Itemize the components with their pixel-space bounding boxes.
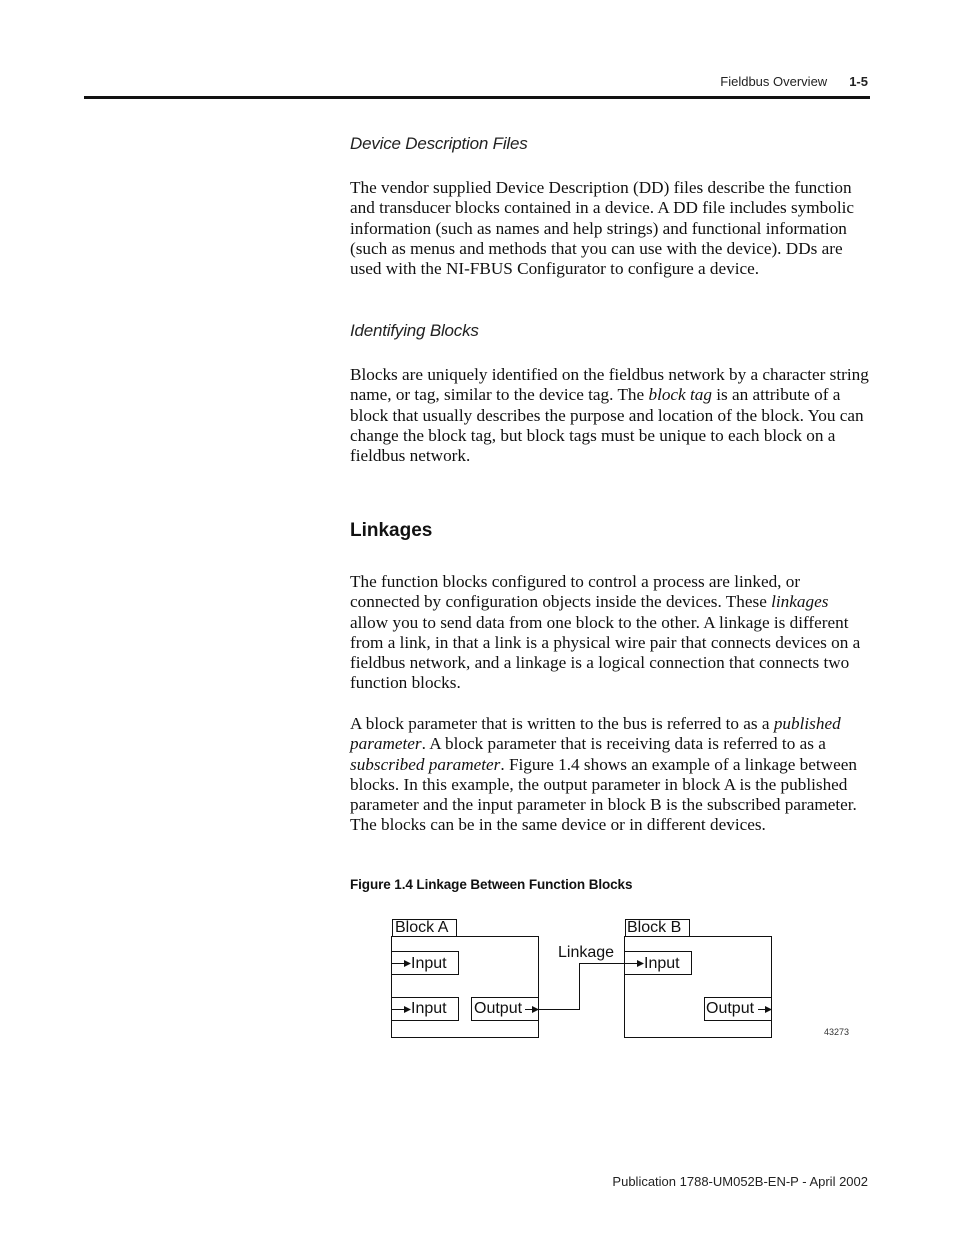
linkage-label: Linkage <box>558 944 615 961</box>
linkages-para-2: A block parameter that is written to the bus is referred to as a published parameter. A block parameter that is receiving data is referred to as a subscribed parameter. Figure 1.4 shows an example of a linkage between blocks. In this example, the output parameter in block A is the published parameter and the input parameter in block B is the subscribed parameter. The blocks can be in the same device or in different devices. <box>350 714 857 835</box>
linkages-section <box>350 520 870 542</box>
linkages-heading: Linkages <box>350 520 433 541</box>
linkages-para-2-block <box>350 714 870 836</box>
figure-caption: Figure 1.4 Linkage Between Function Blocks <box>350 877 633 892</box>
publication-footer: Publication 1788-UM052B-EN-P - April 2002 <box>612 1174 868 1189</box>
arrow-icon <box>532 1006 539 1013</box>
block-b-output-label: Output <box>706 1000 755 1017</box>
term-published-parameter: published parameter <box>350 714 841 754</box>
running-header <box>720 74 868 89</box>
term-block-tag: block tag <box>648 385 712 405</box>
identifying-blocks-section <box>350 321 870 341</box>
page-number: 1-5 <box>849 74 868 89</box>
block-a-input-1-label: Input <box>411 955 447 972</box>
arrow-icon <box>637 960 644 967</box>
linkage-diagram <box>388 915 858 1045</box>
block-a-label: Block A <box>395 919 449 936</box>
dd-files-body-block <box>350 178 870 279</box>
block-b-label: Block B <box>627 919 682 936</box>
linkage-connector-line <box>539 964 625 1010</box>
arrow-icon <box>404 1006 411 1013</box>
term-linkages: linkages <box>771 592 829 612</box>
term-subscribed-parameter: subscribed parameter <box>350 754 501 774</box>
block-b-input-label: Input <box>644 955 680 972</box>
arrow-icon <box>404 960 411 967</box>
identifying-blocks-body-block <box>350 365 870 466</box>
block-a-input-2-label: Input <box>411 1000 447 1017</box>
linkages-para-1-block <box>350 572 870 694</box>
dd-files-heading: Device Description Files <box>350 134 528 153</box>
header-section-title: Fieldbus Overview <box>720 74 828 89</box>
linkage-diagram-graphic <box>388 915 858 1045</box>
header-rule <box>84 96 870 99</box>
identifying-blocks-body: Blocks are uniquely identified on the fieldbus network by a character string name, or tag, similar to the device tag. The block tag is an attribute of a block that usually describes the purpose and location of the block. You can change the block tag, but block tags must be unique to each block on a fieldbus network. <box>350 365 869 466</box>
dd-files-section <box>350 134 870 154</box>
figure-id: 43273 <box>824 1027 850 1037</box>
arrow-icon <box>765 1006 772 1013</box>
figure-caption-block <box>350 877 870 892</box>
linkages-para-1: The function blocks configured to control a process are linked, or connected by configuration objects inside the devices. These linkages allow you to send data from one block to the other. A linkage is different from a link, in that a link is a physical wire pair that connects devices on a fieldbus network, and a linkage is a logical connection that connects two function blocks. <box>350 572 861 693</box>
dd-files-body: The vendor supplied Device Description (DD) files describe the function and transducer blocks contained in a device. A DD file includes symbolic information (such as names and help strings) and functional information (such as menus and methods that you can use with the device). DDs are used with the NI-FBUS Configurator to configure a device. <box>350 178 855 279</box>
block-a-output-label: Output <box>474 1000 523 1017</box>
identifying-blocks-heading: Identifying Blocks <box>350 321 479 340</box>
